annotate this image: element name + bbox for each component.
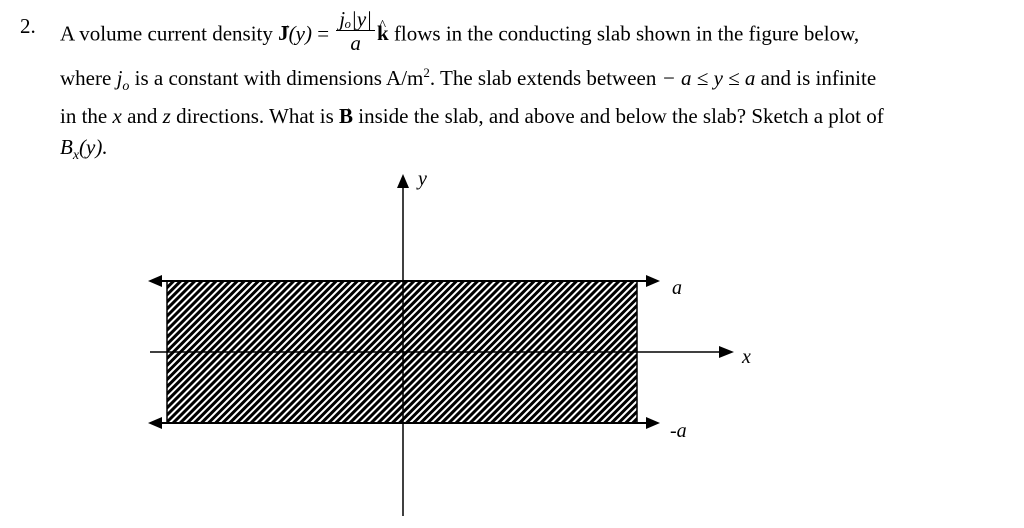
x-axis-label: x [742, 346, 751, 368]
bottom-boundary-label: -a [670, 420, 687, 442]
text-segment: and [121, 104, 163, 128]
top-boundary-right-arrowhead [646, 275, 660, 287]
top-boundary-left-arrowhead [148, 275, 162, 287]
bx-argument: (y). [79, 135, 108, 159]
bottom-boundary-right-arrowhead [646, 417, 660, 429]
text-segment: where [60, 66, 117, 90]
x-axis-arrowhead [719, 346, 734, 358]
equals-sign: = [311, 21, 335, 46]
j-subscript: o [122, 79, 130, 95]
current-density-argument: (y) [288, 21, 312, 46]
text-segment: and is infinite [755, 66, 877, 90]
text-segment: A volume current density [60, 21, 279, 46]
text-segment: directions. What is [170, 104, 340, 128]
units-exponent: 2 [423, 65, 430, 80]
y-axis-label: y [418, 168, 427, 190]
bx-subscript: x [72, 148, 80, 164]
problem-number: 2. [20, 14, 36, 38]
top-boundary-label: a [672, 277, 682, 299]
z-variable: z [162, 104, 171, 128]
text-segment: inside the slab, and above and below the slab? Sketch a plot of [353, 104, 884, 128]
text-segment: in the [60, 104, 113, 128]
fraction-denominator: a [350, 31, 361, 55]
y-axis-arrowhead [397, 174, 409, 188]
text-segment: is a constant with dimensions A/m [129, 66, 424, 90]
bottom-boundary-left-arrowhead [148, 417, 162, 429]
k-hat-unit-vector: ^ k [377, 21, 389, 45]
current-density-vector-symbol: → J [278, 21, 289, 45]
magnetic-field-vector-symbol: → B [339, 104, 353, 128]
fraction-numerator: jₒ|y| [336, 8, 375, 31]
bx-symbol: B [60, 135, 73, 159]
slab-range: − a ≤ y ≤ a [661, 66, 756, 90]
text-segment: . The slab extends between [429, 66, 662, 90]
text-segment: flows in the conducting slab shown in the figure below, [393, 21, 860, 46]
j-symbol: j [116, 66, 123, 90]
x-variable: x [112, 104, 122, 128]
